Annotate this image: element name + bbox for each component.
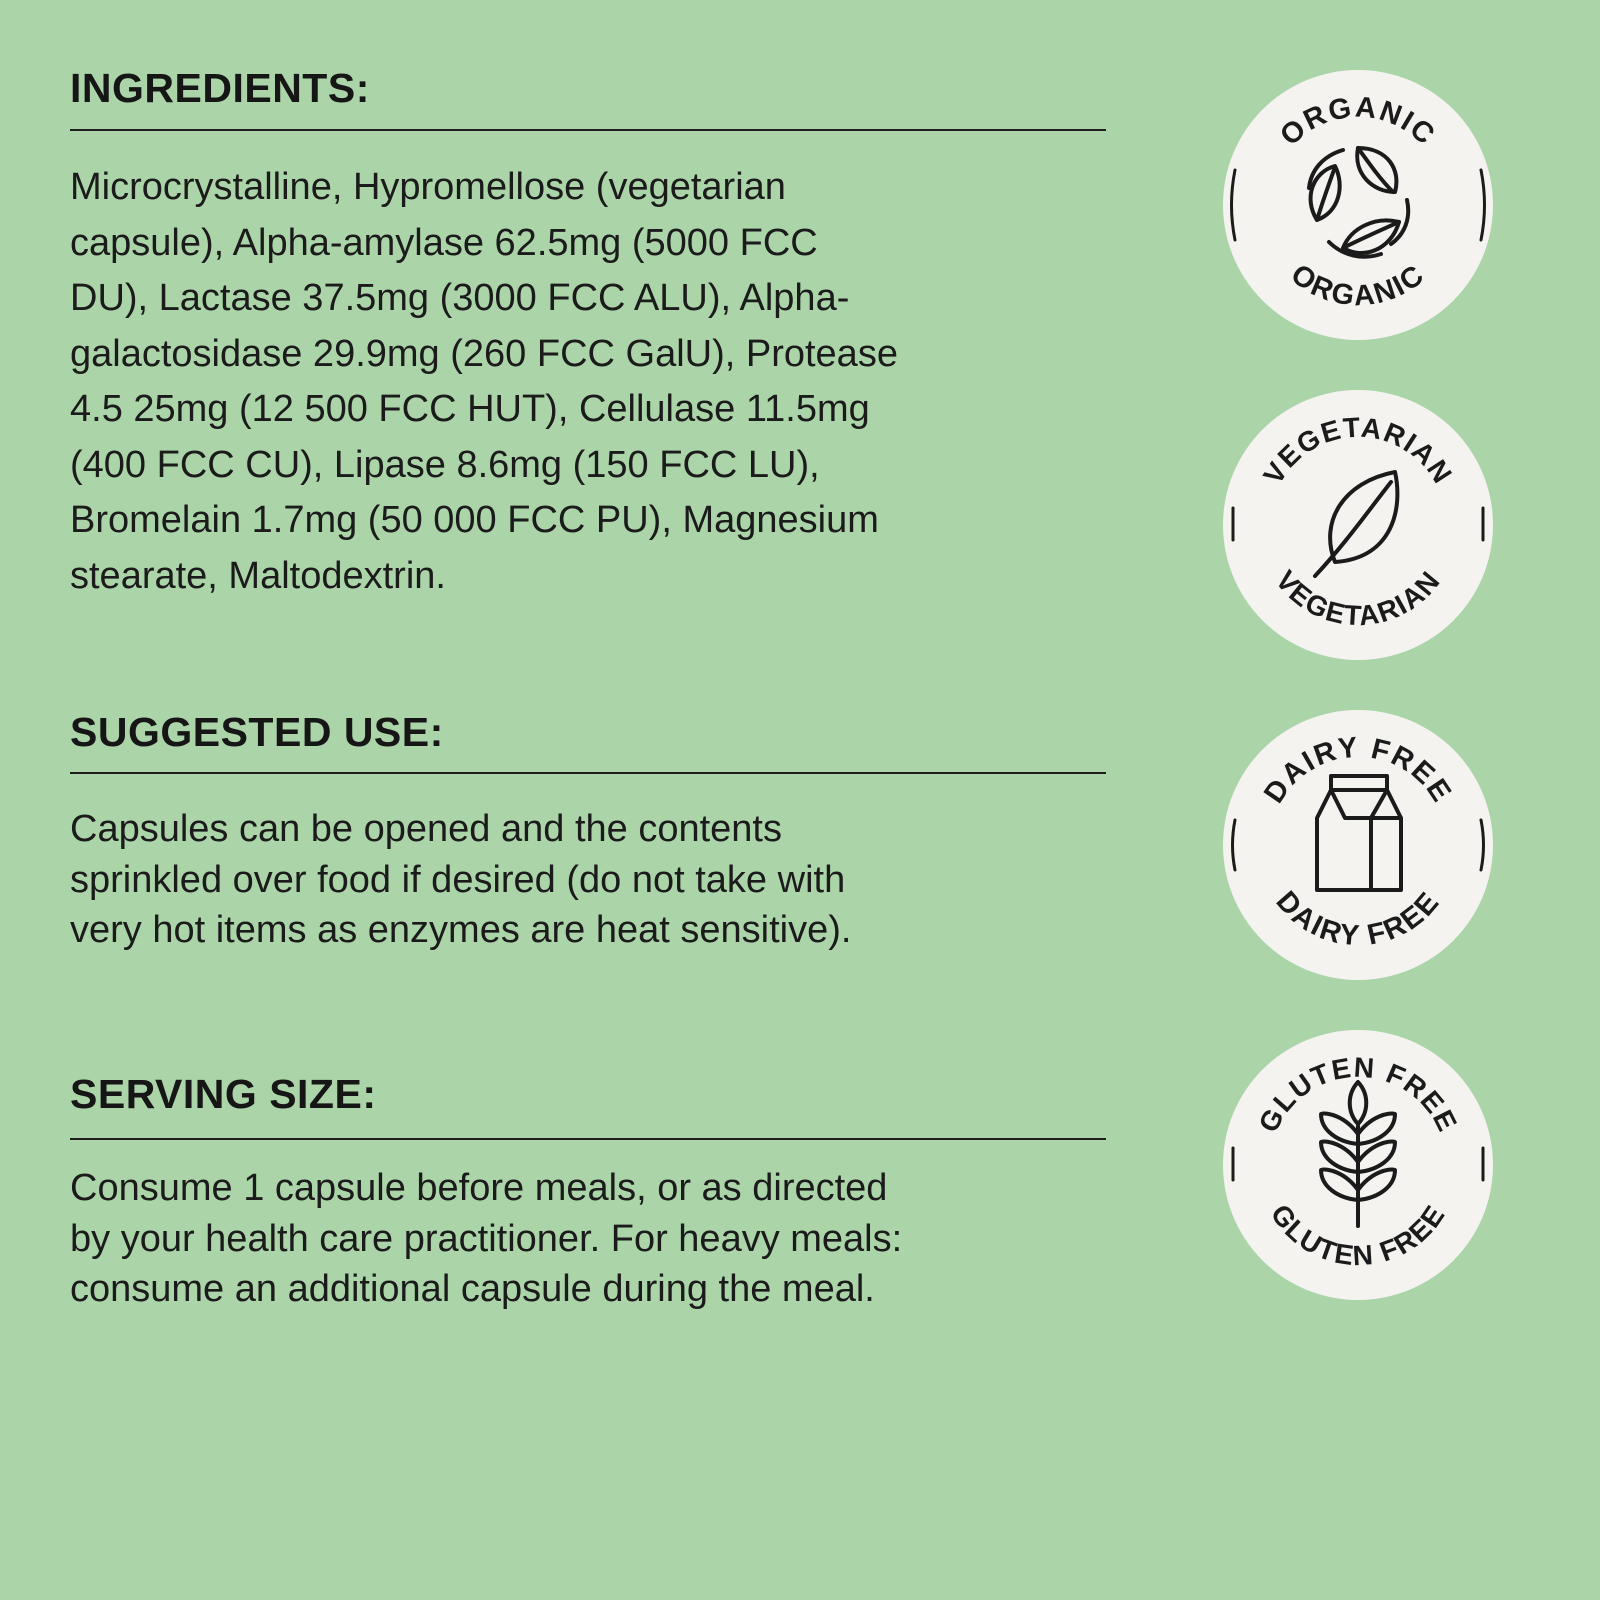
organic-badge [1223,70,1493,340]
vegetarian-badge-graphic [1223,390,1493,660]
gluten-free-badge-graphic [1223,1030,1493,1300]
dairy-free-badge [1223,710,1493,980]
suggested-use-text: Capsules can be opened and the contents sprinkled over food if desired (do not take with very hot items as enzymes are heat sensitive). [70,808,852,951]
serving-size-heading: SERVING SIZE: [70,1071,377,1117]
suggested-use-divider [70,772,1106,774]
organic-label-bottom: ORGANIC [1284,258,1432,313]
dairy-free-label-top: DAIRY FREE [1258,731,1458,809]
ingredients-text: Microcrystalline, Hypromellose (vegetarian capsule), Alpha-amylase 62.5mg (5000 FCC DU), Lactase 37.5mg (3000 FCC ALU), Alpha- galactosidase 29.9mg (260 FCC GalU), Protease 4.5 25mg (12 500 FCC HUT), Cellulase 11.5mg (400 FCC CU), Lipase 8.6mg (150 FCC LU), Bromelain 1.7mg (50 000 FCC PU), Magnesium stearate, Maltodextrin. [70,166,898,597]
serving-size-divider [70,1138,1106,1140]
serving-size-section [70,1071,1106,1315]
gluten-free-label-bottom: GLUTEN FREE [1264,1198,1452,1272]
ingredients-divider [70,129,1106,131]
dairy-free-label-bottom: DAIRY FREE [1269,885,1447,953]
suggested-use-section [70,709,1106,956]
vegetarian-label-top: VEGETARIAN [1257,411,1459,490]
vegetarian-label-bottom: VEGETARIAN [1269,564,1447,632]
ingredients-section [70,65,1106,604]
organic-badge-graphic [1223,70,1493,340]
suggested-use-heading: SUGGESTED USE: [70,709,444,755]
vegetarian-badge [1223,390,1493,660]
serving-size-text: Consume 1 capsule before meals, or as directed by your health care practitioner. For heavy meals: consume an additional capsule during the meal. [70,1167,903,1310]
organic-label-top: ORGANIC [1274,91,1442,153]
gluten-free-badge [1223,1030,1493,1300]
dairy-free-badge-graphic [1223,710,1493,980]
gluten-free-label-top: GLUTEN FREE [1252,1051,1464,1138]
ingredients-heading: INGREDIENTS: [70,65,370,111]
